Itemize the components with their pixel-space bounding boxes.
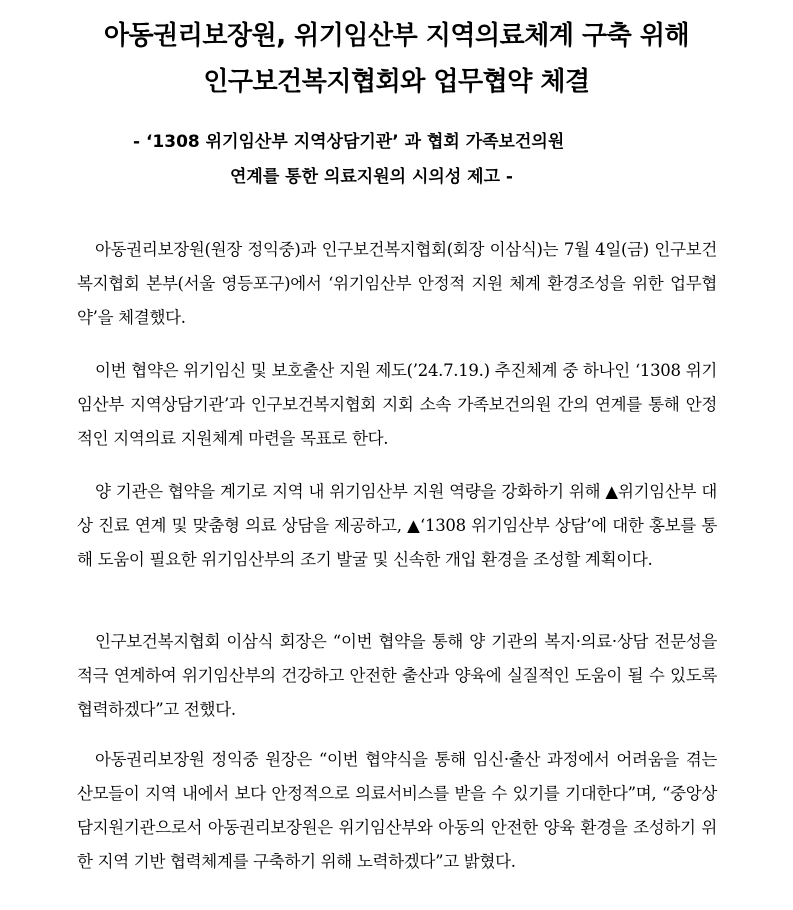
subheadline-line-1: - ‘1308 위기임산부 지역상담기관’ 과 협회 가족보건의원 xyxy=(133,132,565,152)
body-paragraph-purpose: 이번 협약은 위기임신 및 보호출산 지원 제도(’24.7.19.) 추진체계 중 하나인 ‘1308 위기임산부 지역상담기관’과 인구보건복지협회 지회 소속 가족보건의원 간의 연계를 통해 안정적인 지역의료 지원체계 마련을 목표로 한다. xyxy=(77,361,717,448)
subheadline-line-2: 연계를 통한 의료지원의 시의성 제고 - xyxy=(230,167,513,187)
headline-line-1: 아동권리보장원, 위기임산부 지역의료체계 구축 위해 xyxy=(103,21,690,51)
headline-line-2: 인구보건복지협회와 업무협약 체결 xyxy=(203,67,590,97)
body-paragraph-agreement: 아동권리보장원(원장 정익중)과 인구보건복지협회(회장 이삼식)는 7월 4일(금) 인구보건복지협회 본부(서울 영등포구)에서 ‘위기임산부 안정적 지원 체계 환경조성을 위한 업무협약’을 체결했다. xyxy=(77,240,717,327)
body-paragraph-plan: 양 기관은 협약을 계기로 지역 내 위기임산부 지원 역량을 강화하기 위해 ▲위기임산부 대상 진료 연계 및 맞춤형 의료 상담을 제공하고, ▲‘1308 위기임산부 상담’에 대한 홍보를 통해 도움이 필요한 위기임산부의 조기 발굴 및 신속한 개입 환경을 조성할 계획이다. xyxy=(77,482,717,569)
body-paragraph-institute-quote: 아동권리보장원 정익중 원장은 “이번 협약식을 통해 임신·출산 과정에서 어려움을 겪는 산모들이 지역 내에서 보다 안정적으로 의료서비스를 받을 수 있기를 기대한다”며, “중앙상담지원기관으로서 아동권리보장원은 위기임산부와 아동의 안전한 양육 환경을 조성하기 위한 지역 기반 협력체계를 구축하기 위해 노력하겠다”고 밝혔다. xyxy=(77,750,717,871)
body-paragraph-association-quote: 인구보건복지협회 이삼식 회장은 “이번 협약을 통해 양 기관의 복지·의료·상담 전문성을 적극 연계하여 위기임산부의 건강하고 안전한 출산과 양육에 실질적인 도움이 될 수 있도록 협력하겠다”고 전했다. xyxy=(77,632,717,719)
